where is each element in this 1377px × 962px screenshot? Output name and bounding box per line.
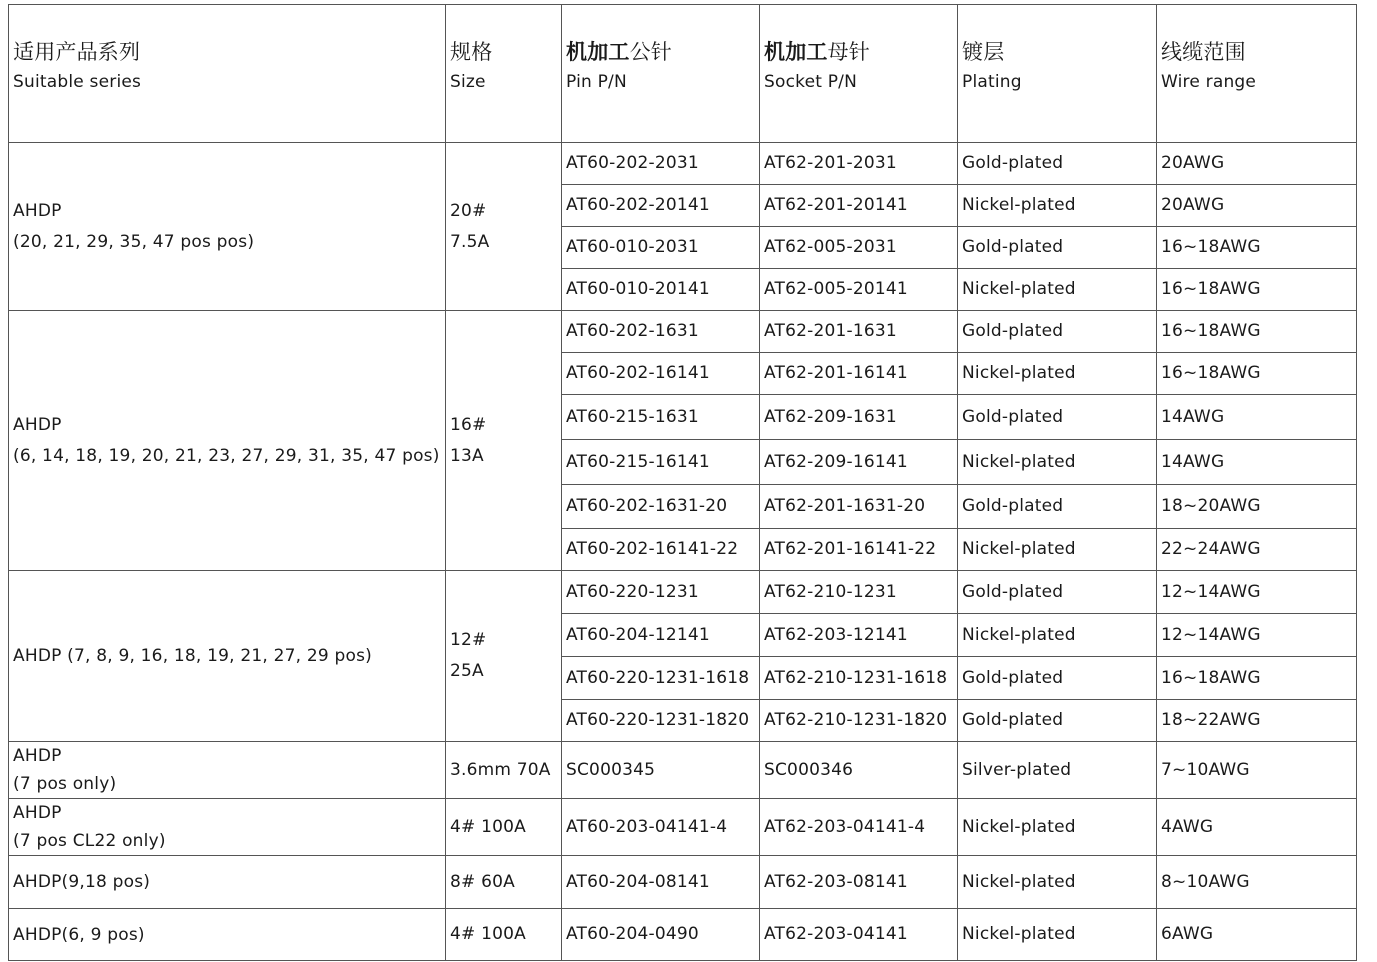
header-row bbox=[9, 5, 1357, 143]
socket-pn-cell: AT62-209-16141 bbox=[760, 440, 958, 485]
plating-cell: Gold-plated bbox=[958, 700, 1157, 742]
socket-pn-cell: AT62-201-20141 bbox=[760, 185, 958, 227]
header-socket-cn-bold: 机加工 bbox=[764, 39, 828, 64]
table-row bbox=[9, 799, 1357, 856]
plating-cell: Gold-plated bbox=[958, 143, 1157, 185]
wire-range-cell: 18~20AWG bbox=[1157, 485, 1357, 529]
table-row bbox=[9, 742, 1357, 799]
wire-range-cell: 18~22AWG bbox=[1157, 700, 1357, 742]
size-cell bbox=[446, 571, 562, 742]
wire-range-cell: 6AWG bbox=[1157, 909, 1357, 961]
plating-cell: Nickel-plated bbox=[958, 909, 1157, 961]
series-line: AHDP bbox=[13, 746, 62, 766]
size-cell: 4# 100A bbox=[446, 909, 562, 961]
header-plating bbox=[958, 5, 1157, 143]
pin-pn-cell: AT60-204-08141 bbox=[562, 856, 760, 909]
size-cell bbox=[446, 311, 562, 571]
table-row bbox=[9, 571, 1357, 614]
socket-pn-cell: AT62-203-04141-4 bbox=[760, 799, 958, 856]
socket-pn-cell: AT62-201-16141 bbox=[760, 353, 958, 395]
series-line: AHDP bbox=[13, 200, 62, 221]
header-wire bbox=[1157, 5, 1357, 143]
pin-pn-cell: AT60-220-1231 bbox=[562, 571, 760, 614]
socket-pn-cell: AT62-201-16141-22 bbox=[760, 529, 958, 571]
plating-cell: Gold-plated bbox=[958, 571, 1157, 614]
pin-pn-cell: AT60-202-1631-20 bbox=[562, 485, 760, 529]
series-line: AHDP bbox=[13, 803, 62, 823]
pin-pn-cell: SC000345 bbox=[562, 742, 760, 799]
series-cell bbox=[9, 571, 446, 742]
wire-range-cell: 20AWG bbox=[1157, 185, 1357, 227]
table-row bbox=[9, 909, 1357, 961]
pin-pn-cell: AT60-010-2031 bbox=[562, 227, 760, 269]
socket-pn-cell: AT62-210-1231-1820 bbox=[760, 700, 958, 742]
socket-pn-cell: AT62-210-1231 bbox=[760, 571, 958, 614]
size-line: 12# bbox=[450, 630, 487, 650]
series-cell bbox=[9, 311, 446, 571]
wire-range-cell: 16~18AWG bbox=[1157, 311, 1357, 353]
socket-pn-cell: AT62-203-04141 bbox=[760, 909, 958, 961]
plating-cell: Nickel-plated bbox=[958, 529, 1157, 571]
pin-pn-cell: AT60-202-16141 bbox=[562, 353, 760, 395]
pin-pn-cell: AT60-215-16141 bbox=[562, 440, 760, 485]
pin-pn-cell: AT60-010-20141 bbox=[562, 269, 760, 311]
size-cell bbox=[446, 143, 562, 311]
header-socket-cn-rest: 母针 bbox=[827, 39, 871, 64]
wire-range-cell: 16~18AWG bbox=[1157, 657, 1357, 700]
series-cell bbox=[9, 856, 446, 909]
wire-range-cell: 16~18AWG bbox=[1157, 269, 1357, 311]
wire-range-cell: 22~24AWG bbox=[1157, 529, 1357, 571]
plating-cell: Silver-plated bbox=[958, 742, 1157, 799]
series-cell bbox=[9, 742, 446, 799]
socket-pn-cell: AT62-005-2031 bbox=[760, 227, 958, 269]
plating-cell: Gold-plated bbox=[958, 227, 1157, 269]
plating-cell: Gold-plated bbox=[958, 311, 1157, 353]
size-cell: 4# 100A bbox=[446, 799, 562, 856]
header-pin-cn bbox=[566, 36, 755, 68]
plating-cell: Nickel-plated bbox=[958, 856, 1157, 909]
plating-cell: Nickel-plated bbox=[958, 185, 1157, 227]
series-line: AHDP(9,18 pos) bbox=[13, 872, 151, 892]
plating-cell: Nickel-plated bbox=[958, 440, 1157, 485]
pin-pn-cell: AT60-204-0490 bbox=[562, 909, 760, 961]
table-body bbox=[9, 143, 1357, 961]
wire-range-cell: 12~14AWG bbox=[1157, 614, 1357, 657]
wire-range-cell: 8~10AWG bbox=[1157, 856, 1357, 909]
socket-pn-cell: AT62-203-08141 bbox=[760, 856, 958, 909]
table-row bbox=[9, 311, 1357, 353]
contact-spec-table bbox=[8, 4, 1357, 961]
wire-range-cell: 14AWG bbox=[1157, 440, 1357, 485]
socket-pn-cell: AT62-203-12141 bbox=[760, 614, 958, 657]
series-line: (20, 21, 29, 35, 47 pos pos) bbox=[13, 231, 255, 252]
header-pin-en: Pin P/N bbox=[566, 71, 627, 92]
header-series-en: Suitable series bbox=[13, 71, 142, 92]
header-pin-cn-rest: 公针 bbox=[629, 39, 673, 64]
header-socket-cn bbox=[764, 36, 953, 68]
pin-pn-cell: AT60-202-16141-22 bbox=[562, 529, 760, 571]
series-line: (7 pos CL22 only) bbox=[13, 831, 166, 851]
series-line: AHDP bbox=[13, 414, 62, 435]
wire-range-cell: 16~18AWG bbox=[1157, 227, 1357, 269]
series-cell bbox=[9, 799, 446, 856]
series-cell bbox=[9, 143, 446, 311]
series-line: (6, 14, 18, 19, 20, 21, 23, 27, 29, 31, 35, 47 pos) bbox=[13, 445, 440, 466]
wire-range-cell: 20AWG bbox=[1157, 143, 1357, 185]
table-row bbox=[9, 143, 1357, 185]
header-size-en: Size bbox=[450, 71, 486, 92]
socket-pn-cell: AT62-209-1631 bbox=[760, 395, 958, 440]
socket-pn-cell: SC000346 bbox=[760, 742, 958, 799]
socket-pn-cell: AT62-201-1631-20 bbox=[760, 485, 958, 529]
size-line: 25A bbox=[450, 661, 484, 681]
pin-pn-cell: AT60-202-20141 bbox=[562, 185, 760, 227]
table-row bbox=[9, 856, 1357, 909]
series-cell bbox=[9, 909, 446, 961]
size-line: 13A bbox=[450, 445, 484, 466]
pin-pn-cell: AT60-202-1631 bbox=[562, 311, 760, 353]
wire-range-cell: 16~18AWG bbox=[1157, 353, 1357, 395]
size-cell: 8# 60A bbox=[446, 856, 562, 909]
socket-pn-cell: AT62-005-20141 bbox=[760, 269, 958, 311]
plating-cell: Gold-plated bbox=[958, 657, 1157, 700]
wire-range-cell: 4AWG bbox=[1157, 799, 1357, 856]
size-line: 20# bbox=[450, 200, 487, 221]
header-series-cn: 适用产品系列 bbox=[13, 39, 141, 64]
header-pin-cn-bold: 机加工 bbox=[566, 39, 630, 64]
header-plating-cn: 镀层 bbox=[962, 39, 1005, 64]
size-line: 16# bbox=[450, 414, 487, 435]
series-line: AHDP(6, 9 pos) bbox=[13, 924, 145, 945]
series-line: AHDP (7, 8, 9, 16, 18, 19, 21, 27, 29 pos) bbox=[13, 645, 372, 666]
pin-pn-cell: AT60-220-1231-1618 bbox=[562, 657, 760, 700]
plating-cell: Nickel-plated bbox=[958, 353, 1157, 395]
header-series bbox=[9, 5, 446, 143]
series-line: (7 pos only) bbox=[13, 774, 117, 794]
plating-cell: Gold-plated bbox=[958, 395, 1157, 440]
header-size bbox=[446, 5, 562, 143]
header-socket bbox=[760, 5, 958, 143]
size-cell: 3.6mm 70A bbox=[446, 742, 562, 799]
header-wire-en: Wire range bbox=[1161, 71, 1257, 92]
header-size-cn: 规格 bbox=[450, 39, 493, 64]
pin-pn-cell: AT60-220-1231-1820 bbox=[562, 700, 760, 742]
header-plating-en: Plating bbox=[962, 71, 1022, 92]
socket-pn-cell: AT62-201-2031 bbox=[760, 143, 958, 185]
wire-range-cell: 14AWG bbox=[1157, 395, 1357, 440]
plating-cell: Gold-plated bbox=[958, 485, 1157, 529]
pin-pn-cell: AT60-215-1631 bbox=[562, 395, 760, 440]
pin-pn-cell: AT60-202-2031 bbox=[562, 143, 760, 185]
plating-cell: Nickel-plated bbox=[958, 799, 1157, 856]
table-header bbox=[9, 5, 1357, 143]
wire-range-cell: 7~10AWG bbox=[1157, 742, 1357, 799]
size-line: 7.5A bbox=[450, 231, 490, 252]
header-pin bbox=[562, 5, 760, 143]
header-socket-en: Socket P/N bbox=[764, 71, 858, 92]
header-wire-cn: 线缆范围 bbox=[1161, 39, 1246, 64]
socket-pn-cell: AT62-201-1631 bbox=[760, 311, 958, 353]
pin-pn-cell: AT60-204-12141 bbox=[562, 614, 760, 657]
pin-pn-cell: AT60-203-04141-4 bbox=[562, 799, 760, 856]
wire-range-cell: 12~14AWG bbox=[1157, 571, 1357, 614]
plating-cell: Nickel-plated bbox=[958, 269, 1157, 311]
plating-cell: Nickel-plated bbox=[958, 614, 1157, 657]
socket-pn-cell: AT62-210-1231-1618 bbox=[760, 657, 958, 700]
